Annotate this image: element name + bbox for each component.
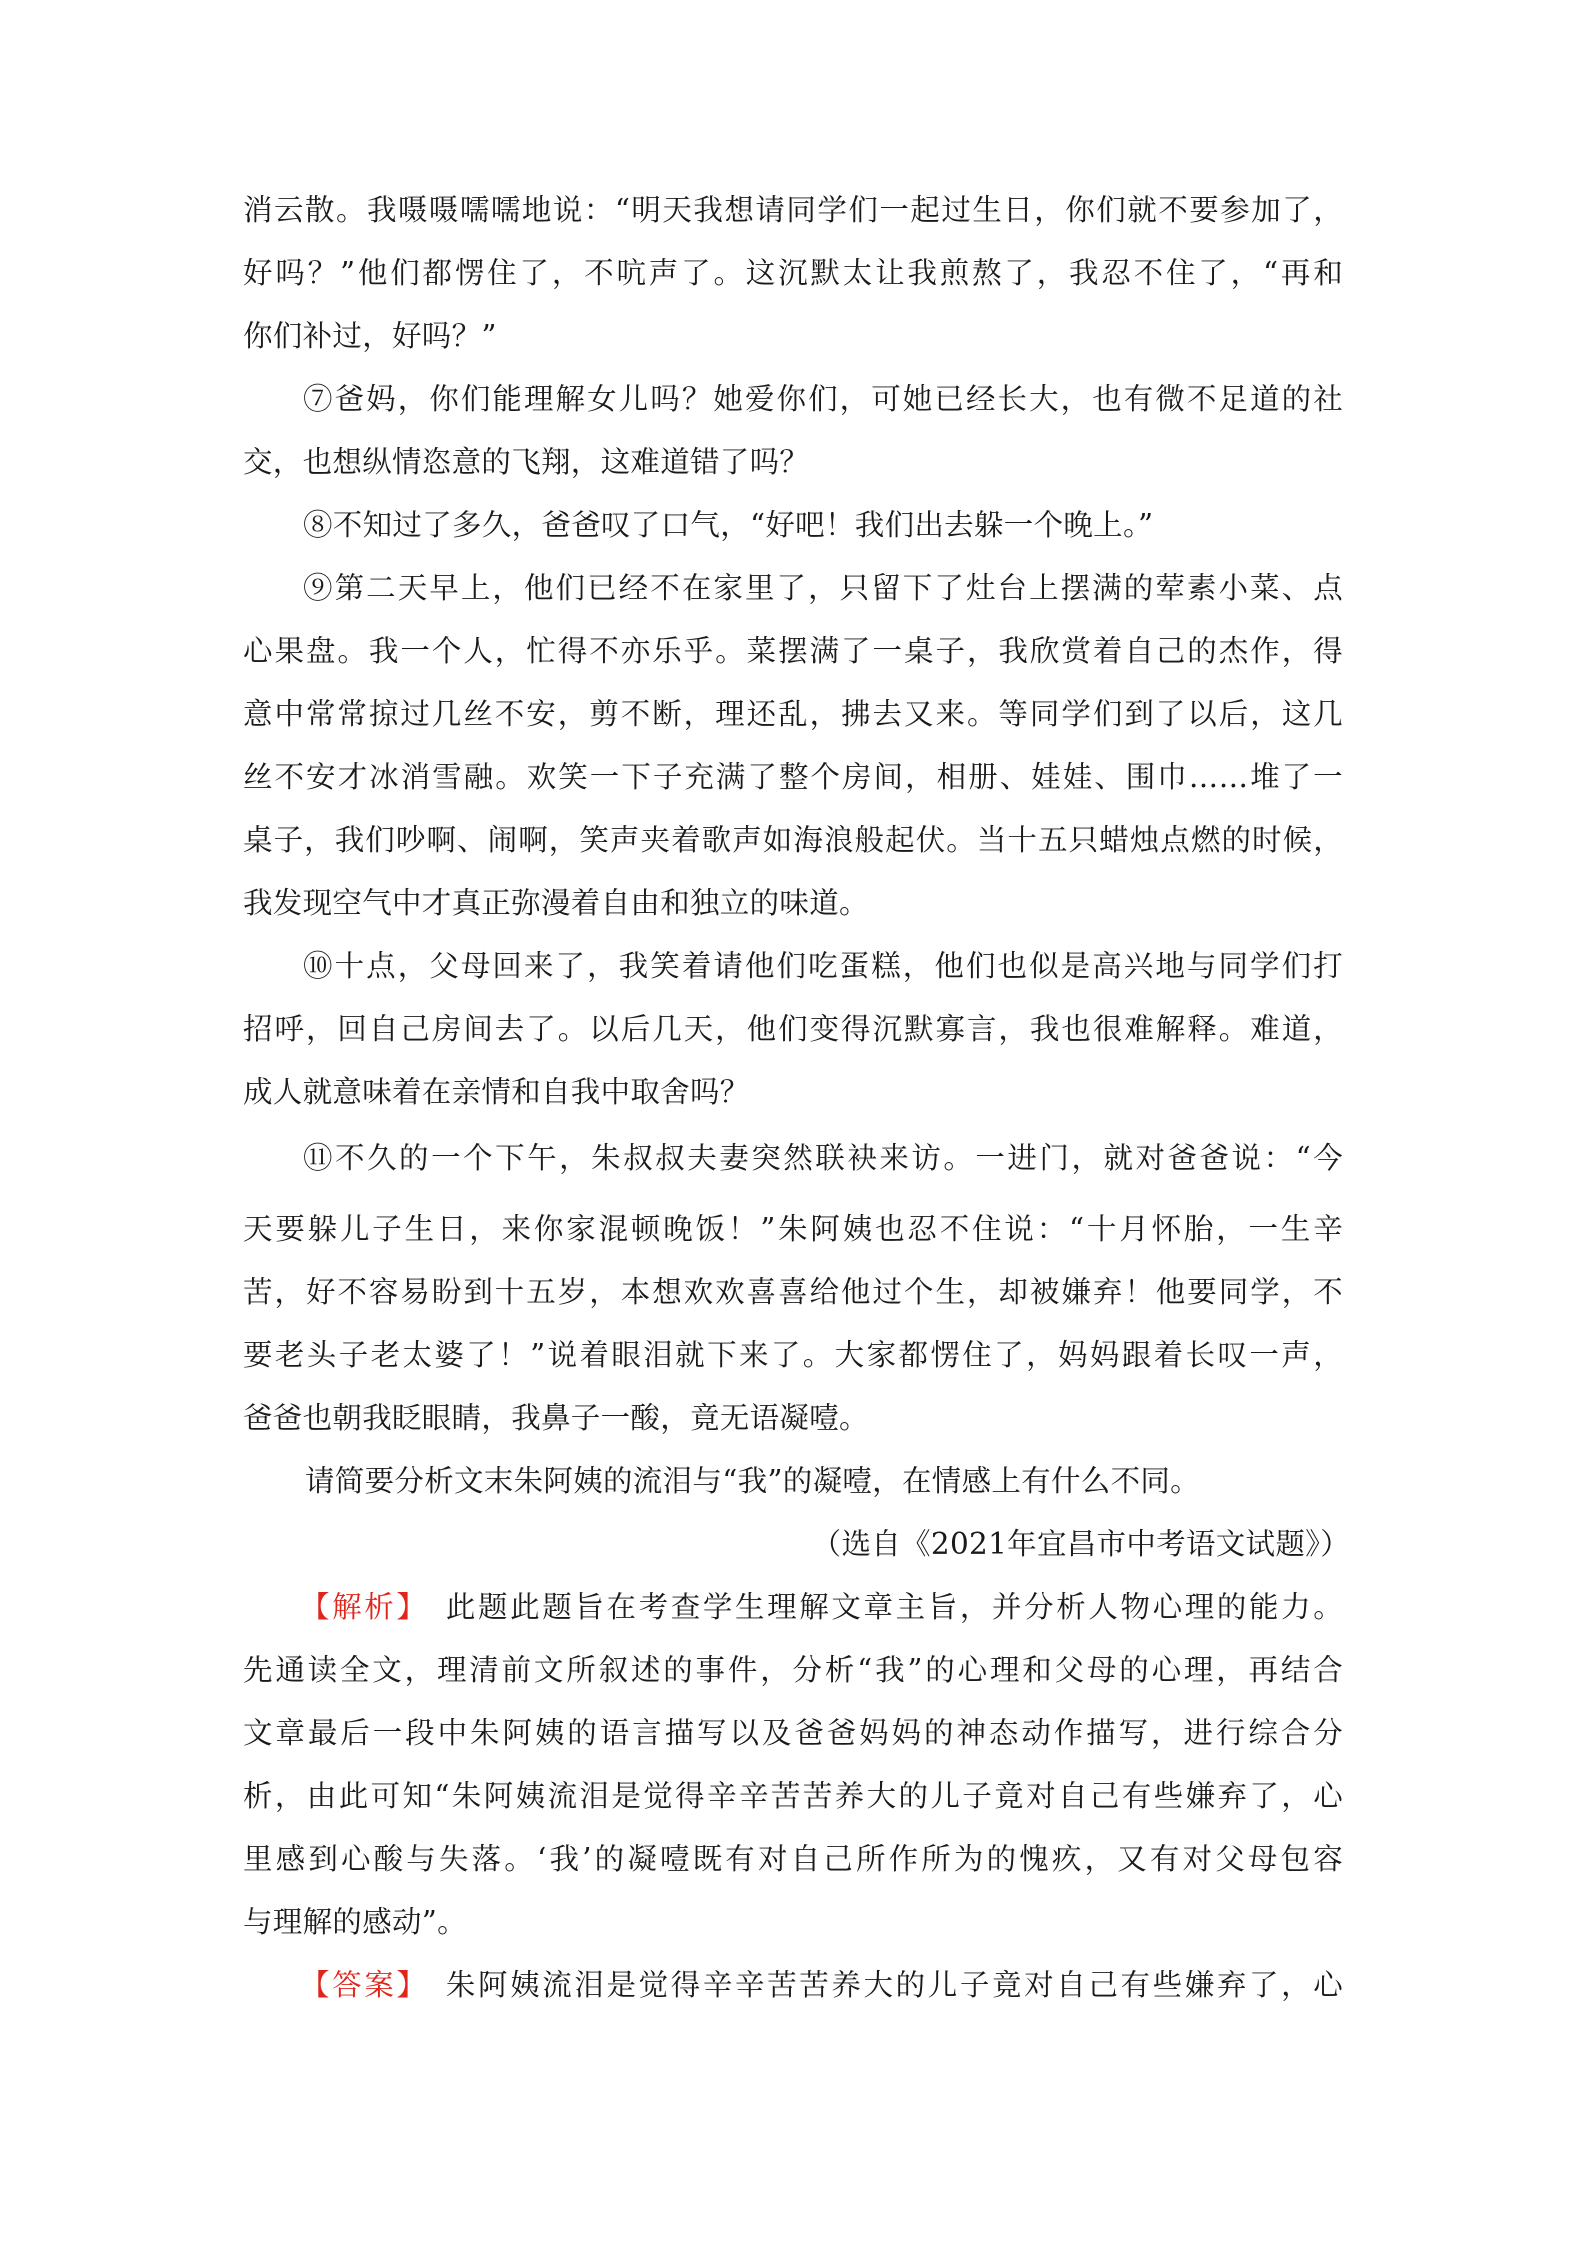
answer-tag: 【答案】 (300, 1968, 414, 2002)
question-source: （选自《2021年宜昌市中考语文试题》） (811, 1527, 1350, 1561)
analysis-line-4: 析，由此可知“朱阿姨流泪是觉得辛辛苦苦养大的儿子竟对自己有些嫌弃了，心 (243, 1779, 1343, 1813)
answer-line-1 (300, 1965, 1343, 2005)
paragraph-9-line-4: 丝不安才冰消雪融。欢笑一下子充满了整个房间，相册、娃娃、围巾……堆了一 (243, 760, 1343, 794)
paragraph-9-line-3: 意中常常掠过几丝不安，剪不断，理还乱，拂去又来。等同学们到了以后，这几 (243, 697, 1343, 731)
paragraph-8-line-1: ⑧不知过了多久，爸爸叹了口气，“好吧！我们出去躲一个晚上。” (303, 508, 1154, 542)
analysis-line-5: 里感到心酸与失落。‘我’的凝噎既有对自己所作所为的愧疚，又有对父母包容 (243, 1842, 1343, 1876)
paragraph-6-line-2: 好吗？”他们都愣住了，不吭声了。这沉默太让我煎熬了，我忍不住了，“再和 (243, 256, 1343, 290)
analysis-text-1: 此题此题旨在考查学生理解文章主旨，并分析人物心理的能力。 (413, 1590, 1344, 1624)
answer-text-1: 朱阿姨流泪是觉得辛辛苦苦养大的儿子竟对自己有些嫌弃了，心 (413, 1968, 1344, 2002)
paragraph-6-line-1: 消云散。我嗫嗫嚅嚅地说：“明天我想请同学们一起过生日，你们就不要参加了， (243, 193, 1343, 227)
paragraph-11-line-4: 要老头子老太婆了！”说着眼泪就下来了。大家都愣住了，妈妈跟着长叹一声， (243, 1338, 1343, 1372)
paragraph-11-line-1: ⑪不久的一个下午，朱叔叔夫妻突然联袂来访。一进门，就对爸爸说：“今 (303, 1141, 1343, 1175)
paragraph-7-line-1: ⑦爸妈，你们能理解女儿吗？她爱你们，可她已经长大，也有微不足道的社 (303, 382, 1343, 416)
analysis-line-2: 先通读全文，理清前文所叙述的事件，分析“我”的心理和父母的心理，再结合 (243, 1653, 1343, 1687)
question-text: 请简要分析文末朱阿姨的流泪与“我”的凝噎，在情感上有什么不同。 (305, 1464, 1200, 1498)
analysis-line-3: 文章最后一段中朱阿姨的语言描写以及爸爸妈妈的神态动作描写，进行综合分 (243, 1716, 1343, 1750)
paragraph-10-line-3: 成人就意味着在亲情和自我中取舍吗？ (243, 1075, 750, 1109)
analysis-tag: 【解析】 (300, 1590, 414, 1624)
paragraph-10-line-2: 招呼，回自己房间去了。以后几天，他们变得沉默寡言，我也很难解释。难道， (243, 1012, 1343, 1046)
paragraph-9-line-2: 心果盘。我一个人，忙得不亦乐乎。菜摆满了一桌子，我欣赏着自己的杰作，得 (243, 634, 1343, 668)
analysis-line-6: 与理解的感动”。 (243, 1905, 467, 1939)
paragraph-9-line-6: 我发现空气中才真正弥漫着自由和独立的味道。 (243, 886, 869, 920)
paragraph-6-line-3: 你们补过，好吗？” (243, 319, 497, 353)
paragraph-10-line-1: ⑩十点，父母回来了，我笑着请他们吃蛋糕，他们也似是高兴地与同学们打 (303, 949, 1343, 983)
paragraph-9-line-1: ⑨第二天早上，他们已经不在家里了，只留下了灶台上摆满的荤素小菜、点 (303, 571, 1343, 605)
analysis-line-1 (300, 1587, 1343, 1627)
paragraph-9-line-5: 桌子，我们吵啊、闹啊，笑声夹着歌声如海浪般起伏。当十五只蜡烛点燃的时候， (243, 823, 1343, 857)
paragraph-7-line-2: 交，也想纵情恣意的飞翔，这难道错了吗？ (243, 445, 810, 479)
paragraph-11-line-3: 苦，好不容易盼到十五岁，本想欢欢喜喜给他过个生，却被嫌弃！他要同学，不 (243, 1275, 1343, 1309)
paragraph-11-line-2: 天要躲儿子生日，来你家混顿晚饭！”朱阿姨也忍不住说：“十月怀胎，一生辛 (243, 1212, 1343, 1246)
paragraph-11-line-5: 爸爸也朝我眨眼睛，我鼻子一酸，竟无语凝噎。 (243, 1401, 869, 1435)
